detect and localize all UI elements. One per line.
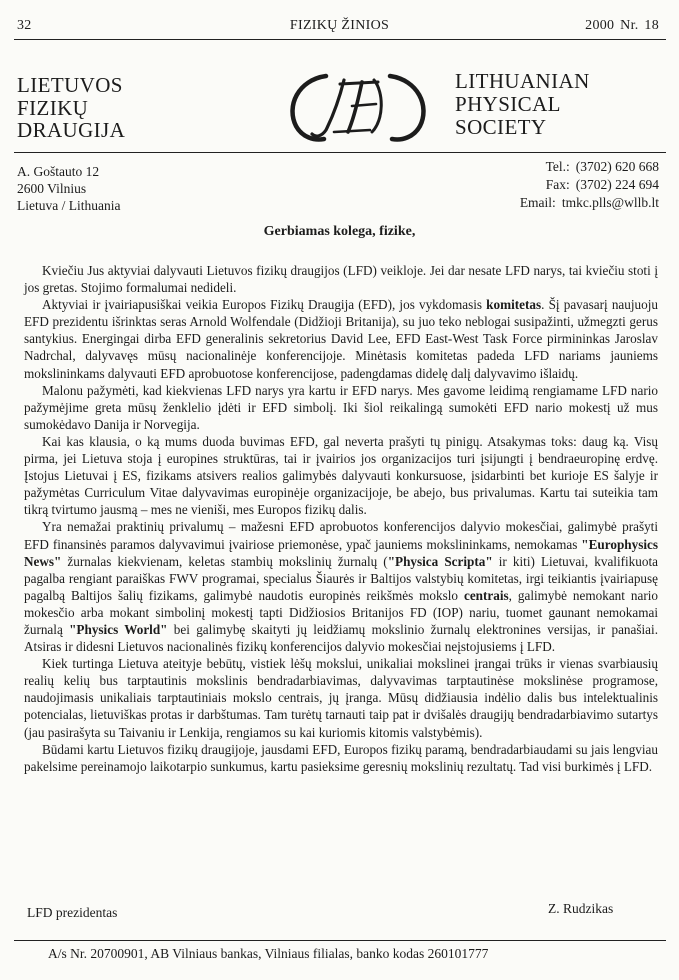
contact-label: Email: [519,195,556,210]
signature-name: Z. Rudzikas [548,901,614,916]
org-name-lt-line: DRAUGIJA [17,118,126,142]
emphasized-text: "Physica Scripta" [387,553,493,569]
signature-role: LFD prezidentas [27,905,118,920]
address-line: Lietuva / Lithuania [17,198,121,213]
emphasized-text: centrais [463,587,509,603]
org-name-lt-line: FIZIKŲ [17,95,89,120]
paragraph-text: , galimybė nemokant nario mokesčio arba mokant simbolinį mokestį tapti Didžiosios Britanijos FD (IOP) nariu, tuomet gaunant nemokamai žurnalą [24,587,658,637]
paragraph-text: Kviečiu Jus aktyviai dalyvauti Lietuvos fizikų draugijos (LFD) veikloje. Jei dar nesate LFD narys, tai kviečiu stoti į jos gretas. Stojimo formalumai nedideli. [24,263,658,296]
bank-details: A/s Nr. 20700901, AB Vilniaus bankas, Vilniaus filialas, banko kodas 260101777 [48,946,489,961]
journal-title: FIZIKŲ ŽINIOS [289,18,390,33]
address-line: A. Goštauto 12 [17,164,100,179]
letter-paragraph [24,262,658,296]
emphasized-text: "Europhysics News" [24,536,658,569]
letter-paragraph [24,655,658,740]
letter-paragraph [24,518,658,655]
org-name-en-line: SOCIETY [455,115,547,139]
contact-label: Tel.: [545,159,570,174]
org-name-en-line: PHYSICAL [455,92,561,116]
paragraph-text: ir kiti) Lietuvai, kvalifikuota pagalba rengiant paraiškas FWV programai, specialus Šiaurės ir Baltijos valstybių komitetas, irgi teikiantis įvairiapusę pagalbą Baltijos šalių fizikams, galimybė naudotis europinės reikšmės mokslo [24,553,658,603]
email-address[interactable]: tmkc.plls@wllb.lt [561,195,659,210]
letter-body [24,262,658,775]
footer-rule [14,940,666,941]
address-line: 2600 Vilnius [17,181,87,196]
letter-paragraph [24,382,658,433]
emphasized-text: komitetas [486,297,542,313]
letter-paragraph [24,741,658,775]
issue-number: 18 [644,18,659,33]
paragraph-text: Malonu pažymėti, kad kiekvienas LFD narys yra kartu ir EFD narys. Mes gavome leidimą rengiamame LFD nario pažymėjime greta mūsų ženklelio įdėti ir EFD simbolį. Iki šiol reikalingą sumokėti EFD nario mokestį už mus sumokėdavo Danija ir Norvegija. [24,382,658,432]
paragraph-text: Yra nemažai praktinių privalumų – mažesni EFD aprobuotos konferencijos dalyvio mokesčiai, galimybė prašyti EFD finansinės paramos dalyvavimui įvairiose priemonėse, ypač jauniems mokslininkams, nemokamas [24,519,658,552]
org-name-en [455,70,590,139]
lfd-logo [282,66,434,148]
paragraph-text: Būdami kartu Lietuvos fizikų draugijoje, jausdami EFD, Europos fizikų paramą, bendradarbiaudami su jais lengviau pakelsime pereinamojo laikotarpio sunkumus, kartu pasieksime geresnių mokslinių rezultatų. Tad visi burkimės į LFD. [24,741,658,774]
postal-address [17,163,120,214]
paragraph-text: . Šį pavasarį naujuoju EFD prezidentu išrinktas seras Arnold Wolfendale (Didžioji Britanija), su juo teko neblogai susipažinti, užmegzti gerus santykius. Energingai dirba EFD generalinis sekretorius David Lee, EFD East-West Task Force pirmininkas Jaroslav Nadrchal, dalyvavęs mūsų nacionalinėje konferencijoje. Minėtasis komitetas padeda LFD nariams jauniems mokslininkams dalyvauti EFD aprobuotose konferencijose, padengdamas didelę dalį dalyvavimo išlaidų. [24,297,658,381]
page-number: 32 [17,18,32,33]
letterhead-rule [14,152,666,153]
letter-paragraph [24,296,658,381]
paragraph-text: bei galimybę skaityti jų leidžiamų mokslinio žurnalų elektronines versijas, ir panašiai. Atsiras ir didesni Lietuvos nacionalinės fizikų konferencijos dalyvio mokesčiai neįstojusiems į LFD. [24,621,658,655]
contact-block [520,158,659,212]
issue-info [585,18,659,34]
contact-email [520,194,659,212]
fax-number: (3702) 224 694 [575,177,659,192]
header-rule [14,39,666,40]
contact-label: Fax: [545,177,570,192]
letter-greeting: Gerbiamas kolega, fizike, [263,224,416,239]
emphasized-text: "Physics World" [69,621,168,637]
issue-label: Nr. [620,18,639,33]
paragraph-text: žurnalas kiekvienam, keletas stambių mokslinių žurnalų ( [61,553,388,569]
lfd-logo-icon [282,66,434,148]
org-name-lt [17,74,125,142]
contact-fax [520,176,659,194]
paragraph-text: Aktyviai ir įvairiapusiškai veikia Europos Fizikų Draugija (EFD), jos vykdomasis [42,297,487,313]
org-name-en-line: LITHUANIAN [455,69,590,93]
letter-paragraph [24,433,658,518]
phone-number: (3702) 620 668 [575,159,659,174]
paragraph-text: Kiek turtinga Lietuva ateityje bebūtų, vistiek lėšų mokslui, unikaliai mokslinei įrangai trūks ir vienas svarbiausių realių kelių bus tarptautinis mokslinis bendradarbiavimas, dalyvavimas tarptautinėse mokslinėse programose, naudojimasis unikaliais tarptautiniais mokslo centrais, jų įranga. Mūsų didžiausia indėlio dalis bus intelektualinis potencialas, lietuviškas protas ir darbštumas. Tam turėtų tarnauti taip pat ir dvišalės draugijų bendradarbiavimo sutartys (jau pasirašyta su Taivaniu ir Lenkija, rengiamos su kai kuriomis kitomis valstybėmis). [24,656,658,740]
org-name-lt-line: LIETUVOS [17,73,123,97]
issue-year: 2000 [585,18,615,33]
contact-phone [520,158,659,176]
paragraph-text: Kai kas klausia, o ką mums duoda buvimas EFD, gal neverta prašyti tų pinigų. Atsakymas toks: daug ką. Visų pirma, jei Lietuva stoja į europines struktūras, tai ir įvairios jos organizacijos turi įsijungti į bendraeuropinę erdvę. Įstojus Lietuvai į ES, fizikams atsivers realios galimybės dalyvauti konkursuose, įsidarbinti bet kurioje ES šalyje ir pažymėtas Curriculum Vitae dalyvavimas europinėje organizacijoje, be abejo, bus privalumas. Kartu tai suteikia tam tikrą tvirtumo jausmą – mes ne vieniši, mes Europos fizikų dalis. [24,433,658,518]
